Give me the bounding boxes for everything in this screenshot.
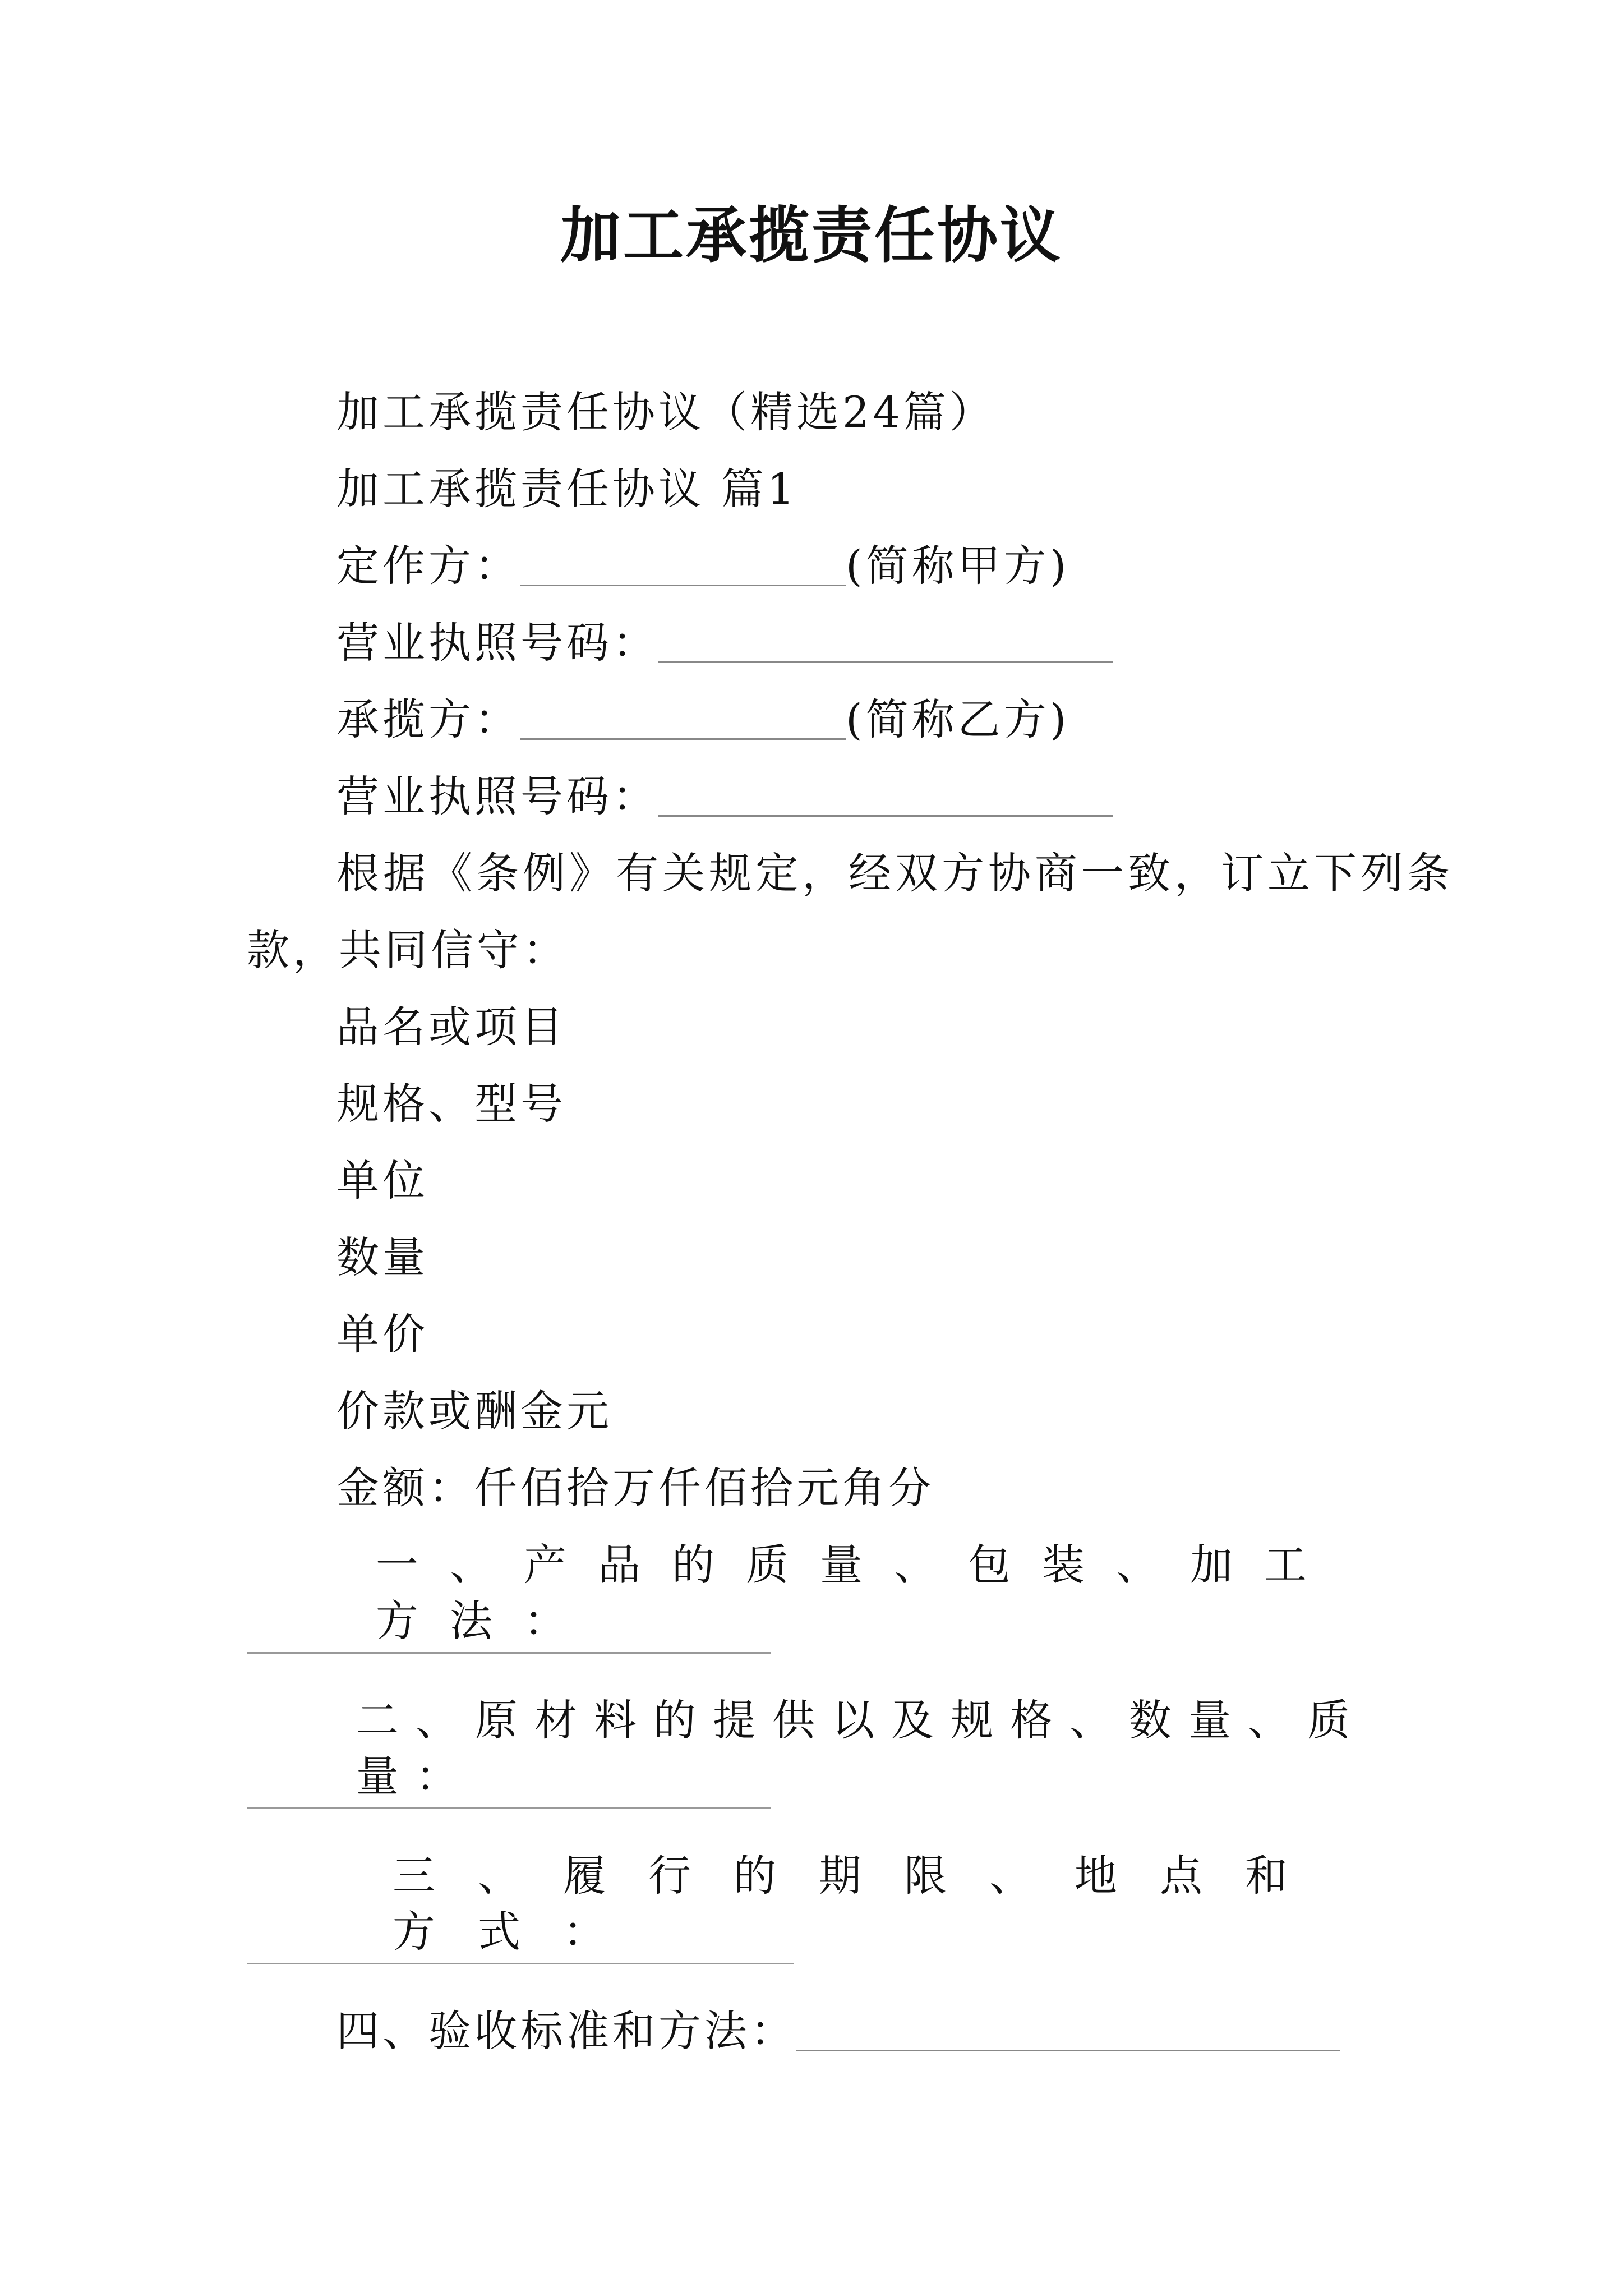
document-title: 加工承揽责任协议 bbox=[560, 200, 1063, 271]
clause-4-line bbox=[336, 2003, 1340, 2059]
section-heading: 加工承揽责任协议 篇1 bbox=[336, 464, 798, 514]
amount-line: 金额：仟佰拾万仟佰拾元角分 bbox=[336, 1463, 934, 1513]
clause-1-text: 一、产品的质量、包装、加工方法： bbox=[376, 1540, 1338, 1646]
license-line-1 bbox=[336, 615, 1113, 671]
party-a-label: 定作方： bbox=[336, 541, 520, 591]
party-b-blank[interactable] bbox=[520, 705, 846, 740]
party-a-suffix: (简称甲方) bbox=[846, 541, 1070, 591]
party-a-blank[interactable] bbox=[520, 551, 846, 586]
clause-3-text: 三、履行的期限、地点和方式： bbox=[393, 1851, 1330, 1957]
clause-4-text: 四、验收标准和方法： bbox=[336, 2006, 796, 2056]
party-b-line bbox=[336, 692, 1069, 748]
party-b-label: 承揽方： bbox=[336, 694, 520, 744]
license-line-2 bbox=[336, 769, 1113, 825]
clause-4-blank[interactable] bbox=[796, 2016, 1340, 2051]
field-quantity: 数量 bbox=[336, 1232, 428, 1282]
field-price-or-fee: 价款或酬金元 bbox=[336, 1386, 612, 1436]
license-label-1: 营业执照号码： bbox=[336, 618, 658, 668]
license-blank-1[interactable] bbox=[658, 628, 1113, 663]
clause-2-blank[interactable] bbox=[247, 1807, 771, 1809]
clause-3 bbox=[393, 1848, 1368, 1960]
clause-2-text: 二、原材料的提供以及规格、数量、质量： bbox=[356, 1695, 1367, 1801]
clause-2 bbox=[356, 1692, 1371, 1805]
party-a-line bbox=[336, 538, 1069, 594]
intro-line-2: 款，共同信守： bbox=[247, 925, 569, 975]
license-label-2: 营业执照号码： bbox=[336, 771, 658, 821]
field-unit-price: 单价 bbox=[336, 1309, 428, 1359]
subtitle: 加工承揽责任协议（精选24篇） bbox=[336, 387, 995, 437]
clause-1 bbox=[376, 1537, 1368, 1649]
intro-line-1: 根据《条例》有关规定，经双方协商一致，订立下列条 bbox=[336, 848, 1454, 898]
field-unit: 单位 bbox=[336, 1156, 428, 1205]
field-item-name: 品名或项目 bbox=[336, 1002, 566, 1052]
license-blank-2[interactable] bbox=[658, 781, 1113, 817]
clause-3-blank[interactable] bbox=[247, 1963, 794, 1964]
field-spec-model: 规格、型号 bbox=[336, 1079, 566, 1129]
party-b-suffix: (简称乙方) bbox=[846, 694, 1070, 744]
clause-1-blank[interactable] bbox=[247, 1652, 771, 1654]
